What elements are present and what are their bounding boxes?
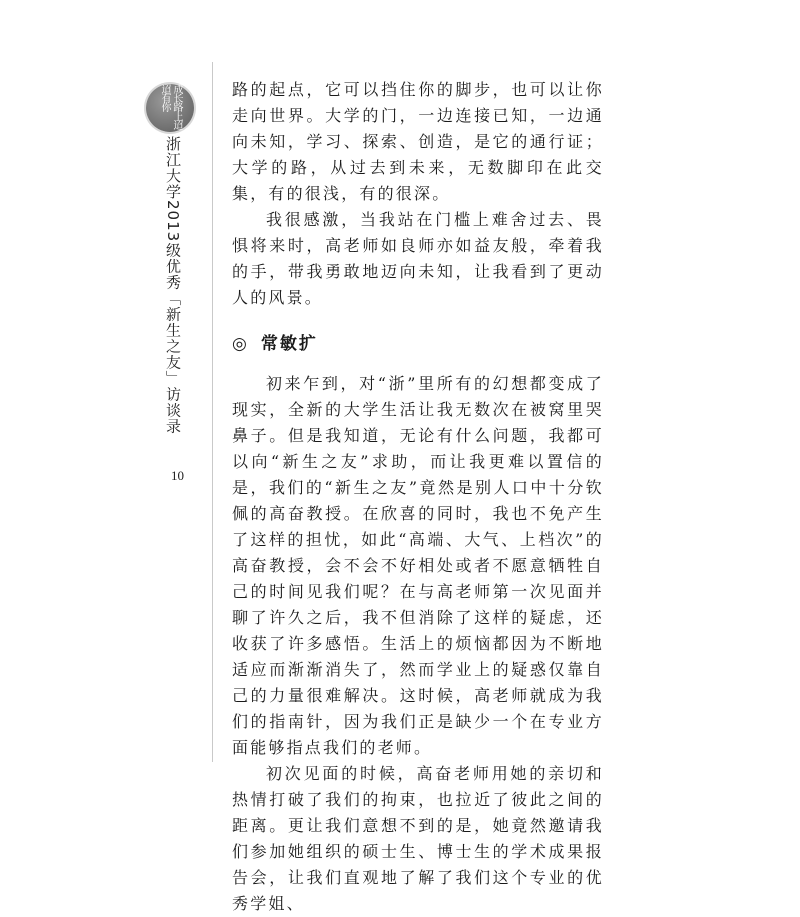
book-seal-logo [146,84,194,132]
running-header-title: 浙江大学2013级优秀「新生之友」访谈录 [164,136,182,435]
heading-name: 常敏扩 [260,334,318,354]
margin-rule [212,62,213,762]
page-number: 10 [171,468,184,483]
body-text [232,77,604,917]
seal-text: 成长路上迢迢有你 [159,84,182,129]
paragraph-1: 路的起点，它可以挡住你的脚步，也可以让你走向世界。大学的门，一边连接已知，一边通向未知，学习、探索、创造，是它的通行证；大学的路，从过去到未来，无数脚印在此交集，有的很浅，有的很深。 [232,80,604,203]
paragraph-2: 我很感激，当我站在门槛上难舍过去、畏惧将来时，高老师如良师亦如益友般，牵着我的手，带我勇敢地迈向未知，让我看到了更动人的风景。 [232,210,604,307]
paragraph-4: 初次见面的时候，高奋老师用她的亲切和热情打破了我们的拘束，也拉近了彼此之间的距离。更让我们意想不到的是，她竟然邀请我们参加她组织的硕士生、博士生的学术成果报告会，让我们直观地了解了我们这个专业的优秀学姐、 [232,764,604,913]
section-heading [232,331,604,357]
heading-bullet-icon: ◎ [232,334,249,354]
paragraph-3: 初来乍到，对“浙”里所有的幻想都变成了现实，全新的大学生活让我无数次在被窝里哭鼻子。但是我知道，无论有什么问题，我都可以向“新生之友”求助，而让我更难以置信的是，我们的“新生之友”竟然是别人口中十分钦佩的高奋教授。在欣喜的同时，我也不免产生了这样的担忧，如此“高端、大气、上档次”的高奋教授，会不会不好相处或者不愿意牺牲自己的时间见我们呢？在与高老师第一次见面并聊了许久之后，我不但消除了这样的疑虑，还收获了许多感悟。生活上的烦恼都因为不断地适应而渐渐消失了，然而学业上的疑惑仅靠自己的力量很难解决。这时候，高老师就成为我们的指南针，因为我们正是缺少一个在专业方面能够指点我们的老师。 [232,374,604,757]
